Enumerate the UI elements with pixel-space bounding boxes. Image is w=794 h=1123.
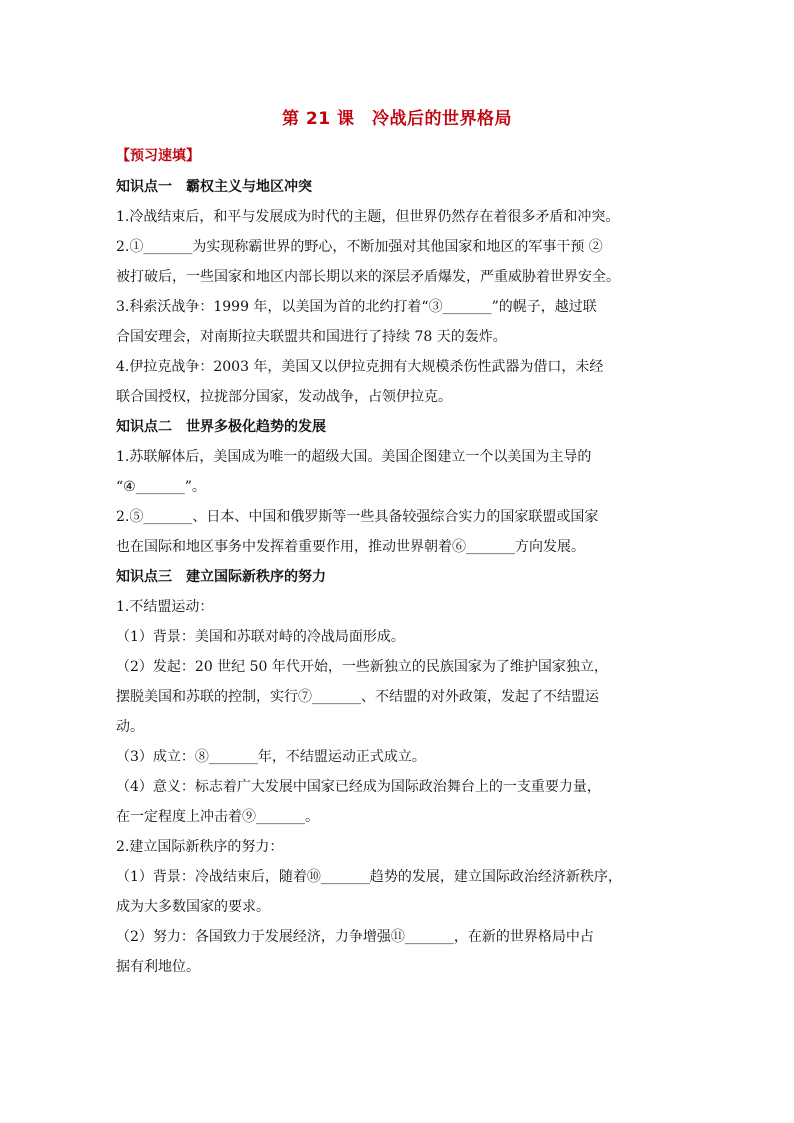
text-line: 摆脱美国和苏联的控制，实行⑦_______、不结盟的对外政策，发起了不结盟运: [116, 689, 599, 705]
knowledge-point-heading: 知识点一 霸权主义与地区冲突: [116, 179, 312, 195]
document-body: [116, 172, 682, 982]
section-tag: 【预习速填】: [116, 148, 200, 164]
text-line: 2.①_______为实现称霸世界的野心，不断加强对其他国家和地区的军事干预 ②: [116, 239, 603, 255]
page-title: 第 21 课 冷战后的世界格局: [282, 109, 512, 129]
text-line: 据有利地位。: [116, 959, 200, 975]
text-line: 也在国际和地区事务中发挥着重要作用，推动世界朝着⑥_______方向发展。: [116, 539, 585, 555]
text-line: 1.冷战结束后，和平与发展成为时代的主题，但世界仍然存在着很多矛盾和冲突。: [116, 209, 620, 225]
text-line: 2.⑤_______、日本、中国和俄罗斯等一些具备较强综合实力的国家联盟或国家: [116, 509, 599, 525]
text-line: 联合国授权，拉拢部分国家，发动战争，占领伊拉克。: [116, 389, 452, 405]
text-line: 1.苏联解体后，美国成为唯一的超级大国。美国企图建立一个以美国为主导的: [116, 449, 592, 465]
text-line: 4.伊拉克战争：2003 年，美国又以伊拉克拥有大规模杀伤性武器为借口，未经: [116, 359, 604, 375]
text-line: （3）成立：⑧_______年，不结盟运动正式成立。: [116, 749, 426, 765]
text-line: （2）努力：各国致力于发展经济，力争增强⑪_______，在新的世界格局中占: [116, 929, 594, 945]
knowledge-point-heading: 知识点三 建立国际新秩序的努力: [116, 569, 326, 585]
text-line: （2）发起：20 世纪 50 年代开始，一些新独立的民族国家为了维护国家独立，: [116, 659, 608, 675]
knowledge-point-heading: 知识点二 世界多极化趋势的发展: [116, 419, 326, 435]
text-line: 在一定程度上冲击着⑨_______。: [116, 809, 319, 825]
text-line: 动。: [116, 719, 144, 735]
text-line: 合国安理会，对南斯拉夫联盟共和国进行了持续 78 天的轰炸。: [116, 329, 507, 345]
text-line: （1）背景：美国和苏联对峙的冷战局面形成。: [116, 629, 405, 645]
text-line: （1）背景：冷战结束后，随着⑩_______趋势的发展，建立国际政治经济新秩序，: [116, 869, 622, 885]
text-line: “④_______”。: [116, 479, 206, 495]
text-line: 2.建立国际新秩序的努力：: [116, 839, 284, 855]
text-line: 1.不结盟运动：: [116, 599, 214, 615]
text-line: 被打破后，一些国家和地区内部长期以来的深层矛盾爆发，严重威胁着世界安全。: [116, 269, 620, 285]
text-line: （4）意义：标志着广大发展中国家已经成为国际政治舞台上的一支重要力量，: [116, 779, 601, 795]
text-line: 3.科索沃战争：1999 年，以美国为首的北约打着“③_______”的幌子，越过联: [116, 299, 597, 315]
text-line: 成为大多数国家的要求。: [116, 899, 270, 915]
